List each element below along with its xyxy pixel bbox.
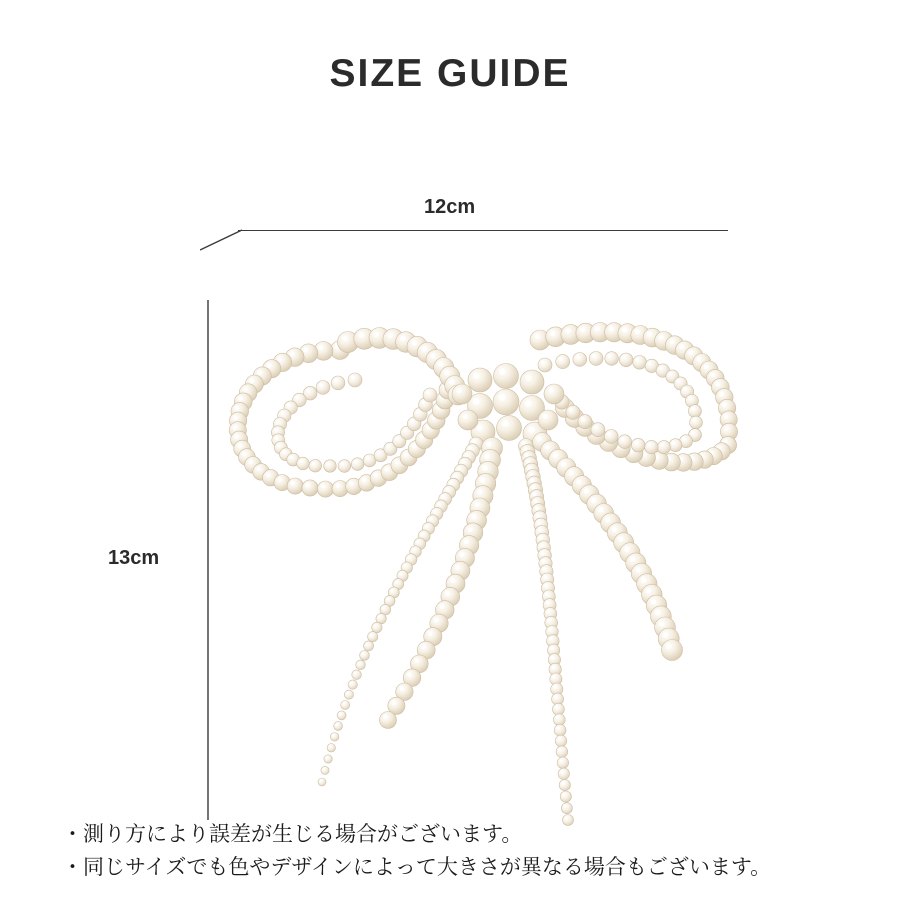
- notes-block: [62, 818, 882, 883]
- width-measurement-label: 12cm: [424, 196, 476, 218]
- height-measurement-label: 13cm: [108, 547, 160, 569]
- note-line-1: ・測り方により誤差が生じる場合がございます。: [62, 822, 523, 846]
- product-image-pearl-bow: [180, 230, 800, 830]
- note-line-2: ・同じサイズでも色やデザインによって大きさが異なる場合もございます。: [62, 854, 772, 879]
- page-title: SIZE GUIDE: [329, 52, 571, 95]
